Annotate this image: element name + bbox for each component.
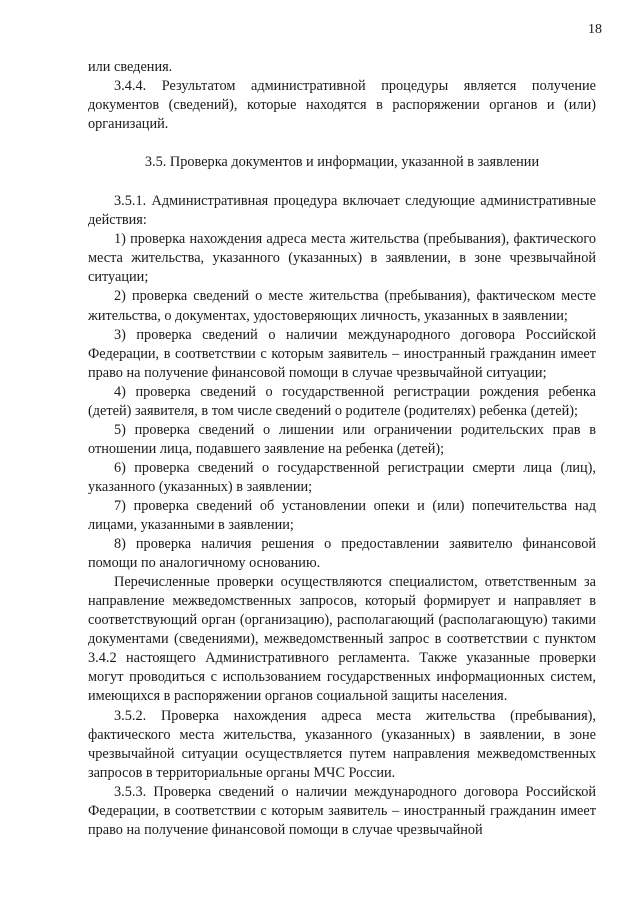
list-item: 7) проверка сведений об установлении опеки и (или) попечительства над лицами, указанными в заявлении; [88,497,596,534]
page-number: 18 [588,22,602,37]
paragraph: 3.5.3. Проверка сведений о наличии международного договора Российской Федерации, в соответствии с которым заявитель – иностранный гражданин имеет право на получение финансовой помощи в случае чрезвычайной [88,783,596,838]
list-item: 8) проверка наличия решения о предоставлении заявителю финансовой помощи по аналогичному основанию. [88,536,596,572]
list-item: 5) проверка сведений о лишении или ограничении родительских прав в отношении лица, подавшего заявление на ребенка (детей); [88,421,596,457]
list-item: 1) проверка нахождения адреса места жительства (пребывания), фактического места жительства, указанного (указанных) в заявлении, в зоне чрезвычайной ситуации; [88,231,596,286]
section-heading: 3.5. Проверка документов и информации, указанной в заявлении [144,154,540,171]
paragraph: или сведения. [88,59,173,75]
list-item: 4) проверка сведений о государственной регистрации рождения ребенка (детей) заявителя, в том числе сведений о родителе (родителях) ребенка (детей); [88,383,596,419]
paragraph: 3.5.2. Проверка нахождения адреса места жительства (пребывания), фактического места жительства, указанного (указанных) в заявлении, в зоне чрезвычайной ситуации осуществляется путем направления межведомственных запросов в территориальные органы МЧС России. [88,707,596,781]
document-body [88,58,596,840]
list-item: 6) проверка сведений о государственной регистрации смерти лица (лиц), указанного (указанных) в заявлении; [88,459,596,495]
list-item: 3) проверка сведений о наличии международного договора Российской Федерации, в соответствии с которым заявитель – иностранный гражданин имеет право на получение финансовой помощи в случае чрезвычайной ситуации; [88,326,596,381]
paragraph: 3.5.1. Административная процедура включает следующие административные действия: [88,193,596,229]
list-item: 2) проверка сведений о месте жительства (пребывания), фактическом месте жительства, о документах, удостоверяющих личность, указанных в заявлении; [88,288,596,324]
paragraph: Перечисленные проверки осуществляются специалистом, ответственным за направление межведомственных запросов, который формирует и направляет в соответствующий орган (организацию), располагающий (располагающую) такими документами (сведениями), межведомственный запрос в соответствии с пунктом 3.4.2 настоящего Административного регламента. Также указанные проверки могут проводиться с использованием государственных информационных систем, имеющихся в распоряжении органов социальной защиты населения. [88,574,596,705]
paragraph: 3.4.4. Результатом административной процедуры является получение документов (сведений), которые находятся в распоряжении органов и (или) организаций. [88,78,596,133]
